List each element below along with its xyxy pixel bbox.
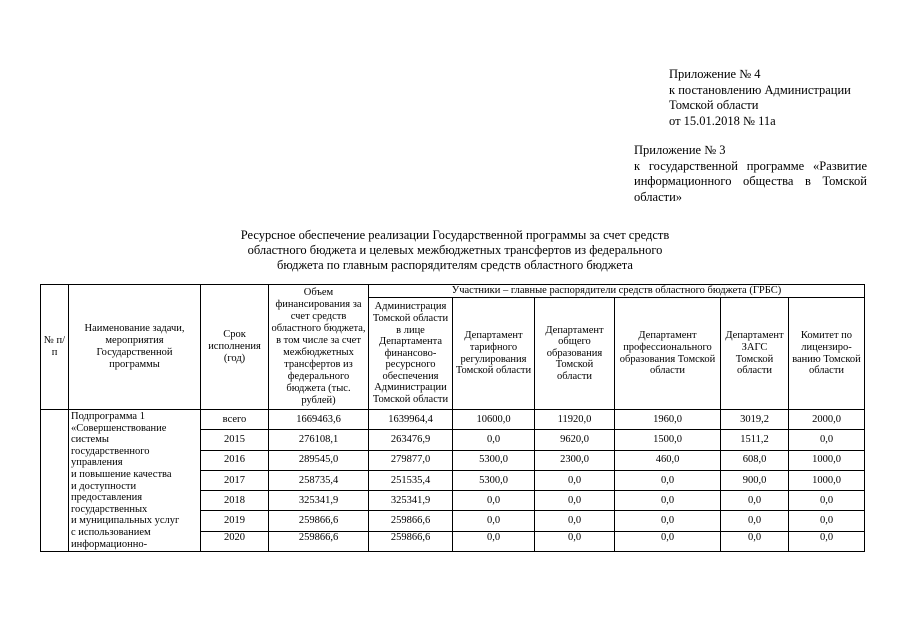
grbs-zags-cell: 0,0 bbox=[721, 491, 789, 511]
grbs-zags-cell: 608,0 bbox=[721, 450, 789, 470]
header-volume: Объем финансирования за счет средств областного бюджета, в том числе за счет межбюджетных трансфертов из федерального бюджета (тыс. рублей) bbox=[269, 285, 369, 410]
task-line: системы bbox=[71, 434, 109, 446]
year-cell: всего bbox=[201, 410, 269, 430]
grbs-general-education-cell: 2300,0 bbox=[535, 450, 615, 470]
grbs-general-education-cell: 0,0 bbox=[535, 531, 615, 551]
grbs-licensing-cell: 0,0 bbox=[789, 511, 865, 531]
header-term: Срок исполнения (год) bbox=[201, 285, 269, 410]
header-grbs-general-education: Департамент общего образования Томской области bbox=[535, 298, 615, 410]
grbs-licensing-cell: 0,0 bbox=[789, 531, 865, 551]
task-line: и доступности bbox=[71, 480, 137, 492]
resource-table bbox=[40, 284, 865, 552]
volume-cell: 325341,9 bbox=[269, 491, 369, 511]
grbs-general-education-cell: 9620,0 bbox=[535, 430, 615, 450]
task-name-cell bbox=[69, 410, 201, 552]
grbs-licensing-cell: 1000,0 bbox=[789, 470, 865, 490]
appendix-4-block bbox=[669, 67, 869, 129]
title-line: бюджета по главным распорядителям средств областного бюджета bbox=[277, 258, 633, 272]
grbs-licensing-cell: 0,0 bbox=[789, 491, 865, 511]
header-grbs-licensing: Комитет по лицензиро-ванию Томской области bbox=[789, 298, 865, 410]
volume-cell: 1669463,6 bbox=[269, 410, 369, 430]
grbs-tariff-cell: 5300,0 bbox=[453, 450, 535, 470]
grbs-professional-education-cell: 0,0 bbox=[615, 511, 721, 531]
grbs-administration-cell: 259866,6 bbox=[369, 531, 453, 551]
task-line: управления bbox=[71, 457, 123, 469]
grbs-zags-cell: 0,0 bbox=[721, 531, 789, 551]
grbs-licensing-cell: 0,0 bbox=[789, 430, 865, 450]
appendix-3-line: области» bbox=[634, 189, 683, 204]
grbs-professional-education-cell: 1500,0 bbox=[615, 430, 721, 450]
year-cell: 2019 bbox=[201, 511, 269, 531]
grbs-administration-cell: 279877,0 bbox=[369, 450, 453, 470]
appendix-4-line: от 15.01.2018 № 11а bbox=[669, 113, 776, 128]
task-line: государственного bbox=[71, 445, 150, 457]
grbs-general-education-cell: 0,0 bbox=[535, 470, 615, 490]
appendix-3-line: к государственной программе «Развитие bbox=[634, 158, 867, 173]
grbs-administration-cell: 1639964,4 bbox=[369, 410, 453, 430]
task-line: предоставления bbox=[71, 492, 143, 504]
grbs-tariff-cell: 0,0 bbox=[453, 511, 535, 531]
table-row bbox=[41, 410, 865, 430]
title-line: Ресурсное обеспечение реализации Государственной программы за счет средств bbox=[240, 228, 670, 242]
grbs-administration-cell: 259866,6 bbox=[369, 511, 453, 531]
title-line: областного бюджета и целевых межбюджетных трансфертов из федерального bbox=[247, 243, 663, 257]
appendix-4-line: Приложение № 4 bbox=[669, 67, 761, 81]
grbs-administration-cell: 251535,4 bbox=[369, 470, 453, 490]
grbs-licensing-cell: 2000,0 bbox=[789, 410, 865, 430]
grbs-zags-cell: 900,0 bbox=[721, 470, 789, 490]
task-line: Подпрограмма 1 bbox=[71, 411, 145, 422]
grbs-zags-cell: 3019,2 bbox=[721, 410, 789, 430]
grbs-tariff-cell: 0,0 bbox=[453, 531, 535, 551]
task-line: государственных bbox=[71, 503, 148, 515]
grbs-tariff-cell: 5300,0 bbox=[453, 470, 535, 490]
grbs-general-education-cell: 0,0 bbox=[535, 491, 615, 511]
appendix-3-block bbox=[634, 143, 867, 205]
volume-cell: 259866,6 bbox=[269, 531, 369, 551]
appendix-3-line: Приложение № 3 bbox=[634, 143, 726, 157]
volume-cell: 289545,0 bbox=[269, 450, 369, 470]
grbs-professional-education-cell: 1960,0 bbox=[615, 410, 721, 430]
header-grbs-professional-education: Департамент профессионального образования Томской области bbox=[615, 298, 721, 410]
grbs-professional-education-cell: 0,0 bbox=[615, 470, 721, 490]
grbs-general-education-cell: 0,0 bbox=[535, 511, 615, 531]
header-grbs-tariff: Департамент тарифного регулирования Томской области bbox=[453, 298, 535, 410]
grbs-general-education-cell: 11920,0 bbox=[535, 410, 615, 430]
task-line: и муниципальных услуг bbox=[71, 515, 180, 527]
table-header bbox=[41, 285, 865, 410]
task-line: и повышение качества bbox=[71, 468, 172, 480]
volume-cell: 276108,1 bbox=[269, 430, 369, 450]
row-number-cell bbox=[41, 410, 69, 552]
grbs-licensing-cell: 1000,0 bbox=[789, 450, 865, 470]
year-cell: 2020 bbox=[201, 531, 269, 551]
document-title bbox=[140, 228, 770, 273]
appendix-4-line: к постановлению Администрации bbox=[669, 82, 851, 97]
grbs-professional-education-cell: 0,0 bbox=[615, 491, 721, 511]
volume-cell: 259866,6 bbox=[269, 511, 369, 531]
grbs-tariff-cell: 0,0 bbox=[453, 491, 535, 511]
header-grbs-administration: Администрация Томской области в лице Департамента финансово-ресурсного обеспечения Администрации Томской области bbox=[369, 298, 453, 410]
volume-cell: 258735,4 bbox=[269, 470, 369, 490]
header-grbs-zags: Департамент ЗАГС Томской области bbox=[721, 298, 789, 410]
year-cell: 2015 bbox=[201, 430, 269, 450]
grbs-tariff-cell: 0,0 bbox=[453, 430, 535, 450]
year-cell: 2018 bbox=[201, 491, 269, 511]
task-line: «Совершенствование bbox=[71, 422, 167, 434]
task-line: с использованием bbox=[71, 526, 151, 538]
grbs-professional-education-cell: 0,0 bbox=[615, 531, 721, 551]
header-task: Наименование задачи, мероприятия Государственной программы bbox=[69, 285, 201, 410]
grbs-tariff-cell: 10600,0 bbox=[453, 410, 535, 430]
grbs-administration-cell: 263476,9 bbox=[369, 430, 453, 450]
year-cell: 2016 bbox=[201, 450, 269, 470]
appendix-3-line: информационного общества в Томской bbox=[634, 174, 867, 188]
header-participants: Участники – главные распорядители средств областного бюджета (ГРБС) bbox=[369, 285, 865, 298]
grbs-professional-education-cell: 460,0 bbox=[615, 450, 721, 470]
grbs-zags-cell: 1511,2 bbox=[721, 430, 789, 450]
table-body bbox=[41, 410, 865, 552]
header-num: № п/п bbox=[41, 285, 69, 410]
appendix-4-line: Томской области bbox=[669, 98, 759, 112]
year-cell: 2017 bbox=[201, 470, 269, 490]
task-line: информационно- bbox=[71, 538, 148, 550]
grbs-administration-cell: 325341,9 bbox=[369, 491, 453, 511]
grbs-zags-cell: 0,0 bbox=[721, 511, 789, 531]
